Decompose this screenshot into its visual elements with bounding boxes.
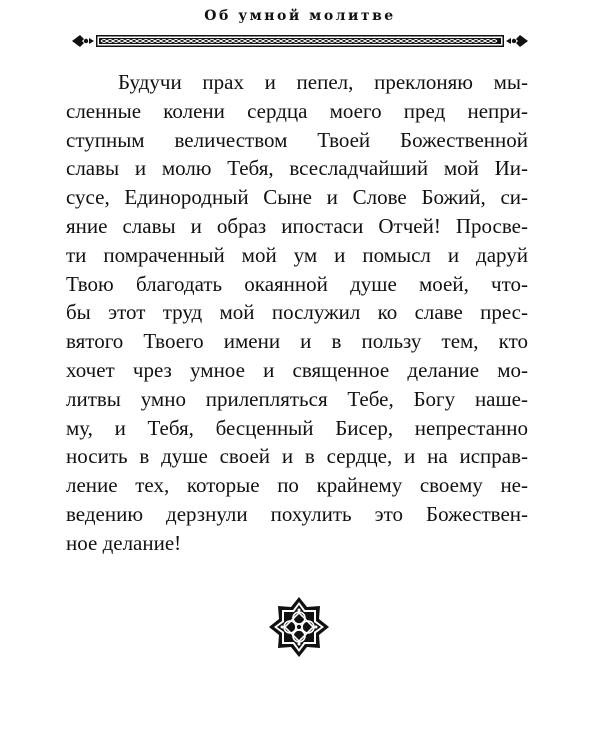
text-line: вятого Твоего имени и в пользу тем, кто [66,329,528,354]
text-line: хочет чрез умное и священное делание мо- [66,357,528,382]
text-line: носить в душе своей и в сердце, и на исправ- [66,444,528,469]
text-line: ление тех, которые по крайнему своему не- [66,473,528,498]
text-line: яние славы и образ ипостаси Отчей! Просве- [66,213,528,238]
text-line: Твою благодать окаянной душе моей, что- [66,271,528,296]
celtic-knot-ornament-icon [268,596,330,658]
text-line: литвы умно прилепляться Тебе, Богу наше- [66,386,528,411]
text-line: ти помраченный мой ум и помысл и даруй [66,242,528,267]
text-line: ступным величеством Твоей Божественной [66,127,528,152]
ornamental-rule-icon [70,30,530,52]
text-line: славы и молю Тебя, всесладчайший мой Ии- [66,156,528,181]
running-head-title: Об умной молитве [204,8,396,24]
prayer-text [66,68,528,558]
text-line: ное делание! [66,530,182,555]
text-line: ведению дерзнули похулить это Божествен- [66,501,528,526]
text-line: Будучи прах и пепел, преклоняю мы- [118,70,528,94]
text-line: сусе, Единородный Сыне и Слове Божий, си- [66,185,528,210]
text-line: бы этот труд мой послужил ко славе прес- [66,300,528,325]
text-line: сленные колени сердца моего пред непри- [66,98,528,123]
text-line: му, и Тебя, бесценный Бисер, непрестанно [66,415,528,440]
